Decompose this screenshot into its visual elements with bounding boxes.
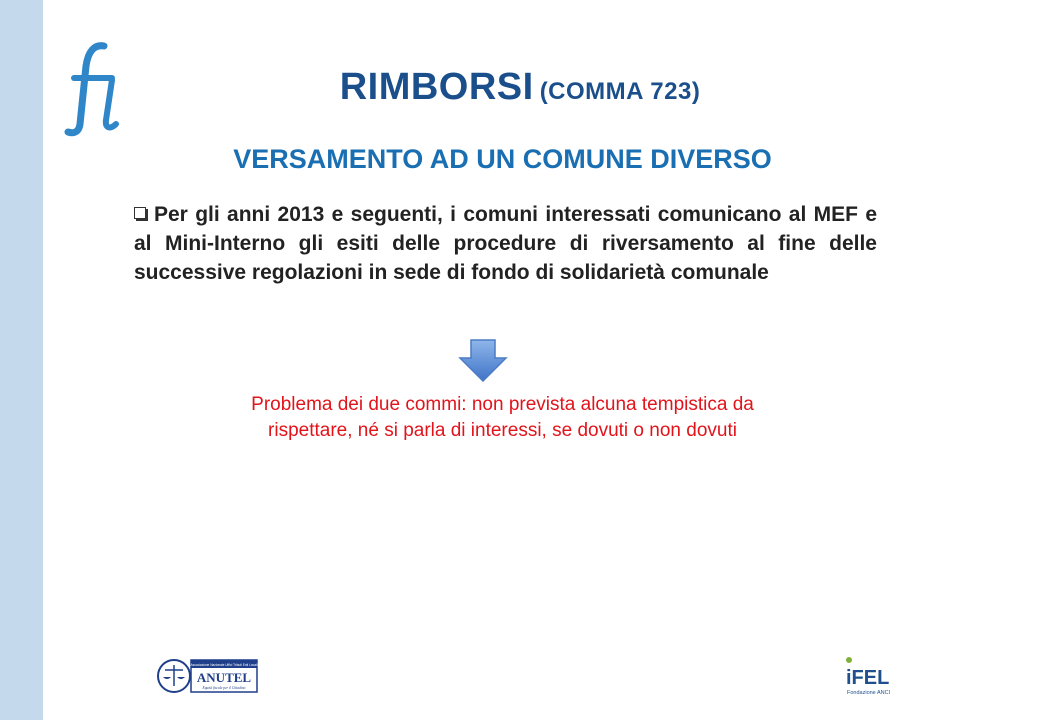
bullet-text: Per gli anni 2013 e seguenti, i comuni interessati comunicano al MEF e al Mini-Interno gli esiti delle procedure di riversamento al fine delle successive regolazioni in sede di fondo di solidarietà comunale: [134, 203, 877, 284]
note-line-1: Problema dei due commi: non prevista alcuna tempistica da: [251, 394, 754, 415]
svg-text:ANUTEL: ANUTEL: [196, 670, 252, 685]
down-arrow-icon: [458, 339, 508, 383]
anutel-logo: [157, 657, 259, 695]
red-note: [140, 392, 865, 444]
title-main: RIMBORSI: [339, 66, 534, 108]
svg-text:Associazione Nazionale Uffici: Associazione Nazionale Uffici Tributi Enti Locali: [190, 663, 258, 667]
note-line-2: rispettare, né si parla di interessi, se dovuti o non dovuti: [268, 420, 737, 441]
bullet-paragraph: [134, 200, 877, 287]
svg-text:iFEL: iFEL: [846, 667, 890, 689]
ifel-logo: [845, 654, 891, 698]
checkbox-bullet-icon: [134, 207, 146, 219]
title-sub: (COMMA 723): [539, 78, 701, 105]
slide-subtitle: VERSAMENTO AD UN COMUNE DIVERSO: [233, 144, 772, 174]
slide-title: [0, 66, 1040, 109]
svg-text:Equità fiscale per il Cittadin: Equità fiscale per il Cittadino: [202, 686, 246, 690]
svg-text:Fondazione ANCI: Fondazione ANCI: [847, 690, 891, 696]
